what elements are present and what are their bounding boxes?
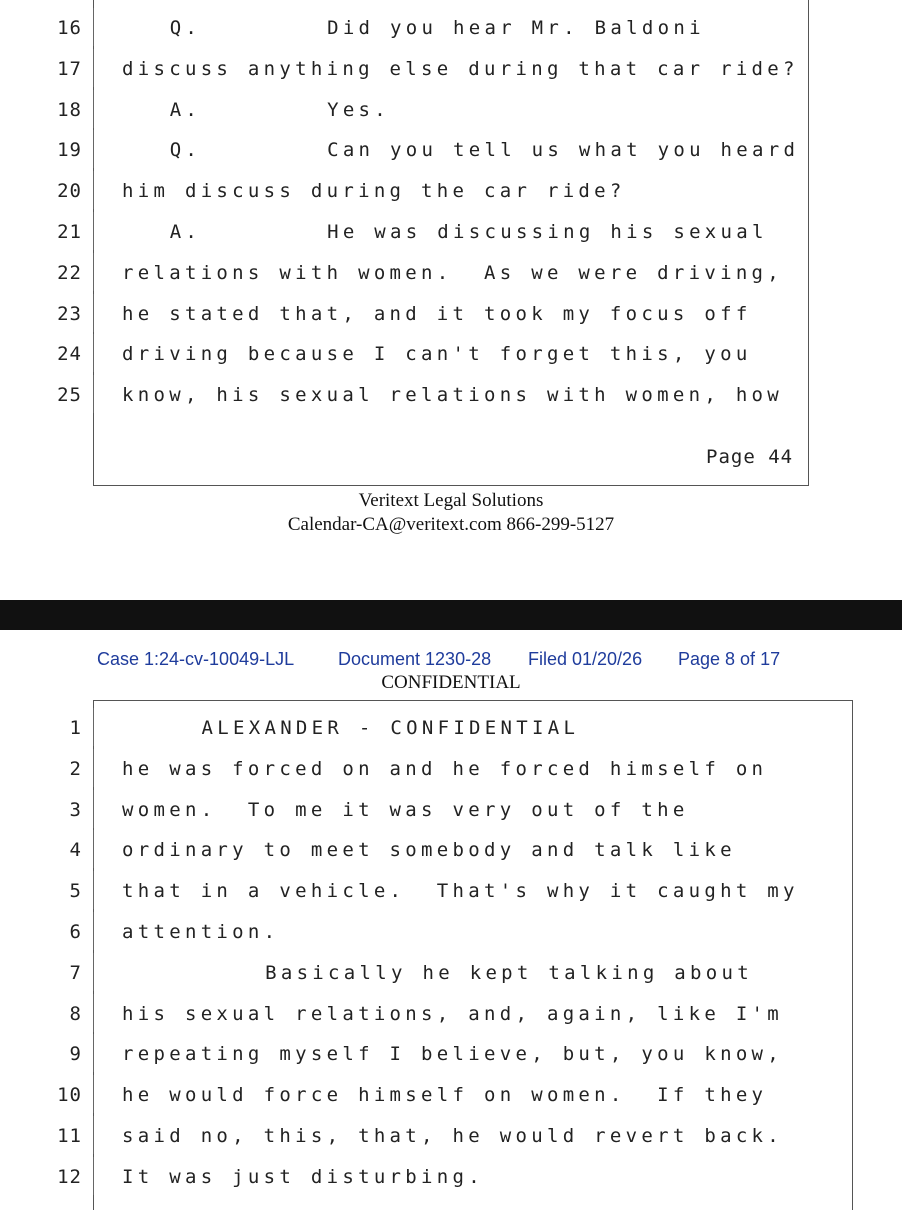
transcript-line-text: that in a vehicle. That's why it caught my [122,880,799,903]
page-number-label: Page 44 [706,446,794,468]
line-number: 7 [69,961,82,984]
line-divider [93,130,94,168]
line-number: 25 [57,384,82,407]
line-number: 5 [69,880,82,903]
transcript-line-text: know, his sexual relations with women, how [122,384,784,407]
line-number: 3 [69,798,82,821]
transcript-page-44 [0,0,902,600]
transcript-line-text: Q. Can you tell us what you heard [169,139,800,162]
line-number: 10 [57,1084,82,1107]
line-divider [93,334,94,372]
line-number: 21 [57,221,82,243]
transcript-line-text: attention. [122,921,280,943]
line-divider [93,49,94,87]
line-divider [93,8,94,46]
line-divider [93,253,94,291]
line-number: 18 [57,98,82,121]
line-divider [93,953,94,991]
line-divider [93,994,94,1032]
filed-date: Filed 01/20/26 [528,649,643,669]
document-number: Document 1230-28 [338,649,492,669]
transcript-line-text: relations with women. As we were driving, [122,261,784,284]
transcript-line-text: It was just disturbing. [122,1165,484,1188]
line-number: 9 [69,1043,82,1066]
line-divider [93,212,94,250]
line-divider [93,1157,94,1195]
line-number: 8 [69,1002,82,1025]
line-divider [93,912,94,950]
transcript-line-text: discuss anything else during that car ride? [122,57,799,80]
footer-contact: Calendar-CA@veritext.com 866-299-5127 [287,514,615,535]
line-number: 23 [57,302,82,325]
line-divider [93,90,94,128]
transcript-line-text: repeating myself I believe, but, you know, [122,1043,784,1066]
line-number: 20 [57,180,82,203]
transcript-line-text: A. He was discussing his sexual [169,221,768,243]
confidential-header: CONFIDENTIAL [381,672,521,693]
transcript-line-text: ALEXANDER - CONFIDENTIAL [201,717,580,739]
transcript-line-text: ordinary to meet somebody and talk like [122,839,736,862]
line-divider [93,871,94,909]
line-divider [93,790,94,828]
line-number: 6 [69,921,82,943]
line-number: 2 [69,757,82,780]
line-number: 12 [57,1165,82,1188]
transcript-line-text: Q. Did you hear Mr. Baldoni [169,17,705,39]
line-number: 16 [57,17,82,39]
line-divider [93,749,94,787]
transcript-line-text: he stated that, and it took my focus off [122,302,752,325]
line-number: 22 [57,261,82,284]
transcript-line-text: said no, this, that, he would revert back. [122,1125,784,1147]
line-divider [93,708,94,746]
line-number: 17 [57,57,82,80]
case-number: Case 1:24-cv-10049-LJL [97,649,295,669]
transcript-line-text: his sexual relations, and, again, like I'm [122,1002,784,1025]
page-separator [0,600,902,630]
line-number: 24 [57,343,82,366]
line-divider [93,171,94,209]
transcript-line-text: he was forced on and he forced himself on [122,757,768,780]
line-divider [93,294,94,332]
transcript-line-text: A. Yes. [169,98,391,121]
transcript-line-text: Basically he kept talking about [265,961,754,984]
transcript-line-text: he would force himself on women. If they [122,1084,768,1107]
page-of-count: Page 8 of 17 [678,649,781,669]
transcript-line-text: him discuss during the car ride? [122,180,626,203]
line-divider [93,1034,94,1072]
line-number: 1 [69,717,82,739]
line-divider [93,1075,94,1113]
footer-company: Veritext Legal Solutions [358,490,544,511]
line-number: 4 [69,839,82,862]
transcript-line-text: women. To me it was very out of the [122,798,689,821]
line-divider [93,1116,94,1154]
line-divider [93,375,94,413]
line-number: 11 [57,1125,82,1147]
transcript-page-court-filing [0,630,902,1200]
line-divider [93,830,94,868]
transcript-line-text: driving because I can't forget this, you [122,343,752,366]
line-number: 19 [57,139,82,162]
